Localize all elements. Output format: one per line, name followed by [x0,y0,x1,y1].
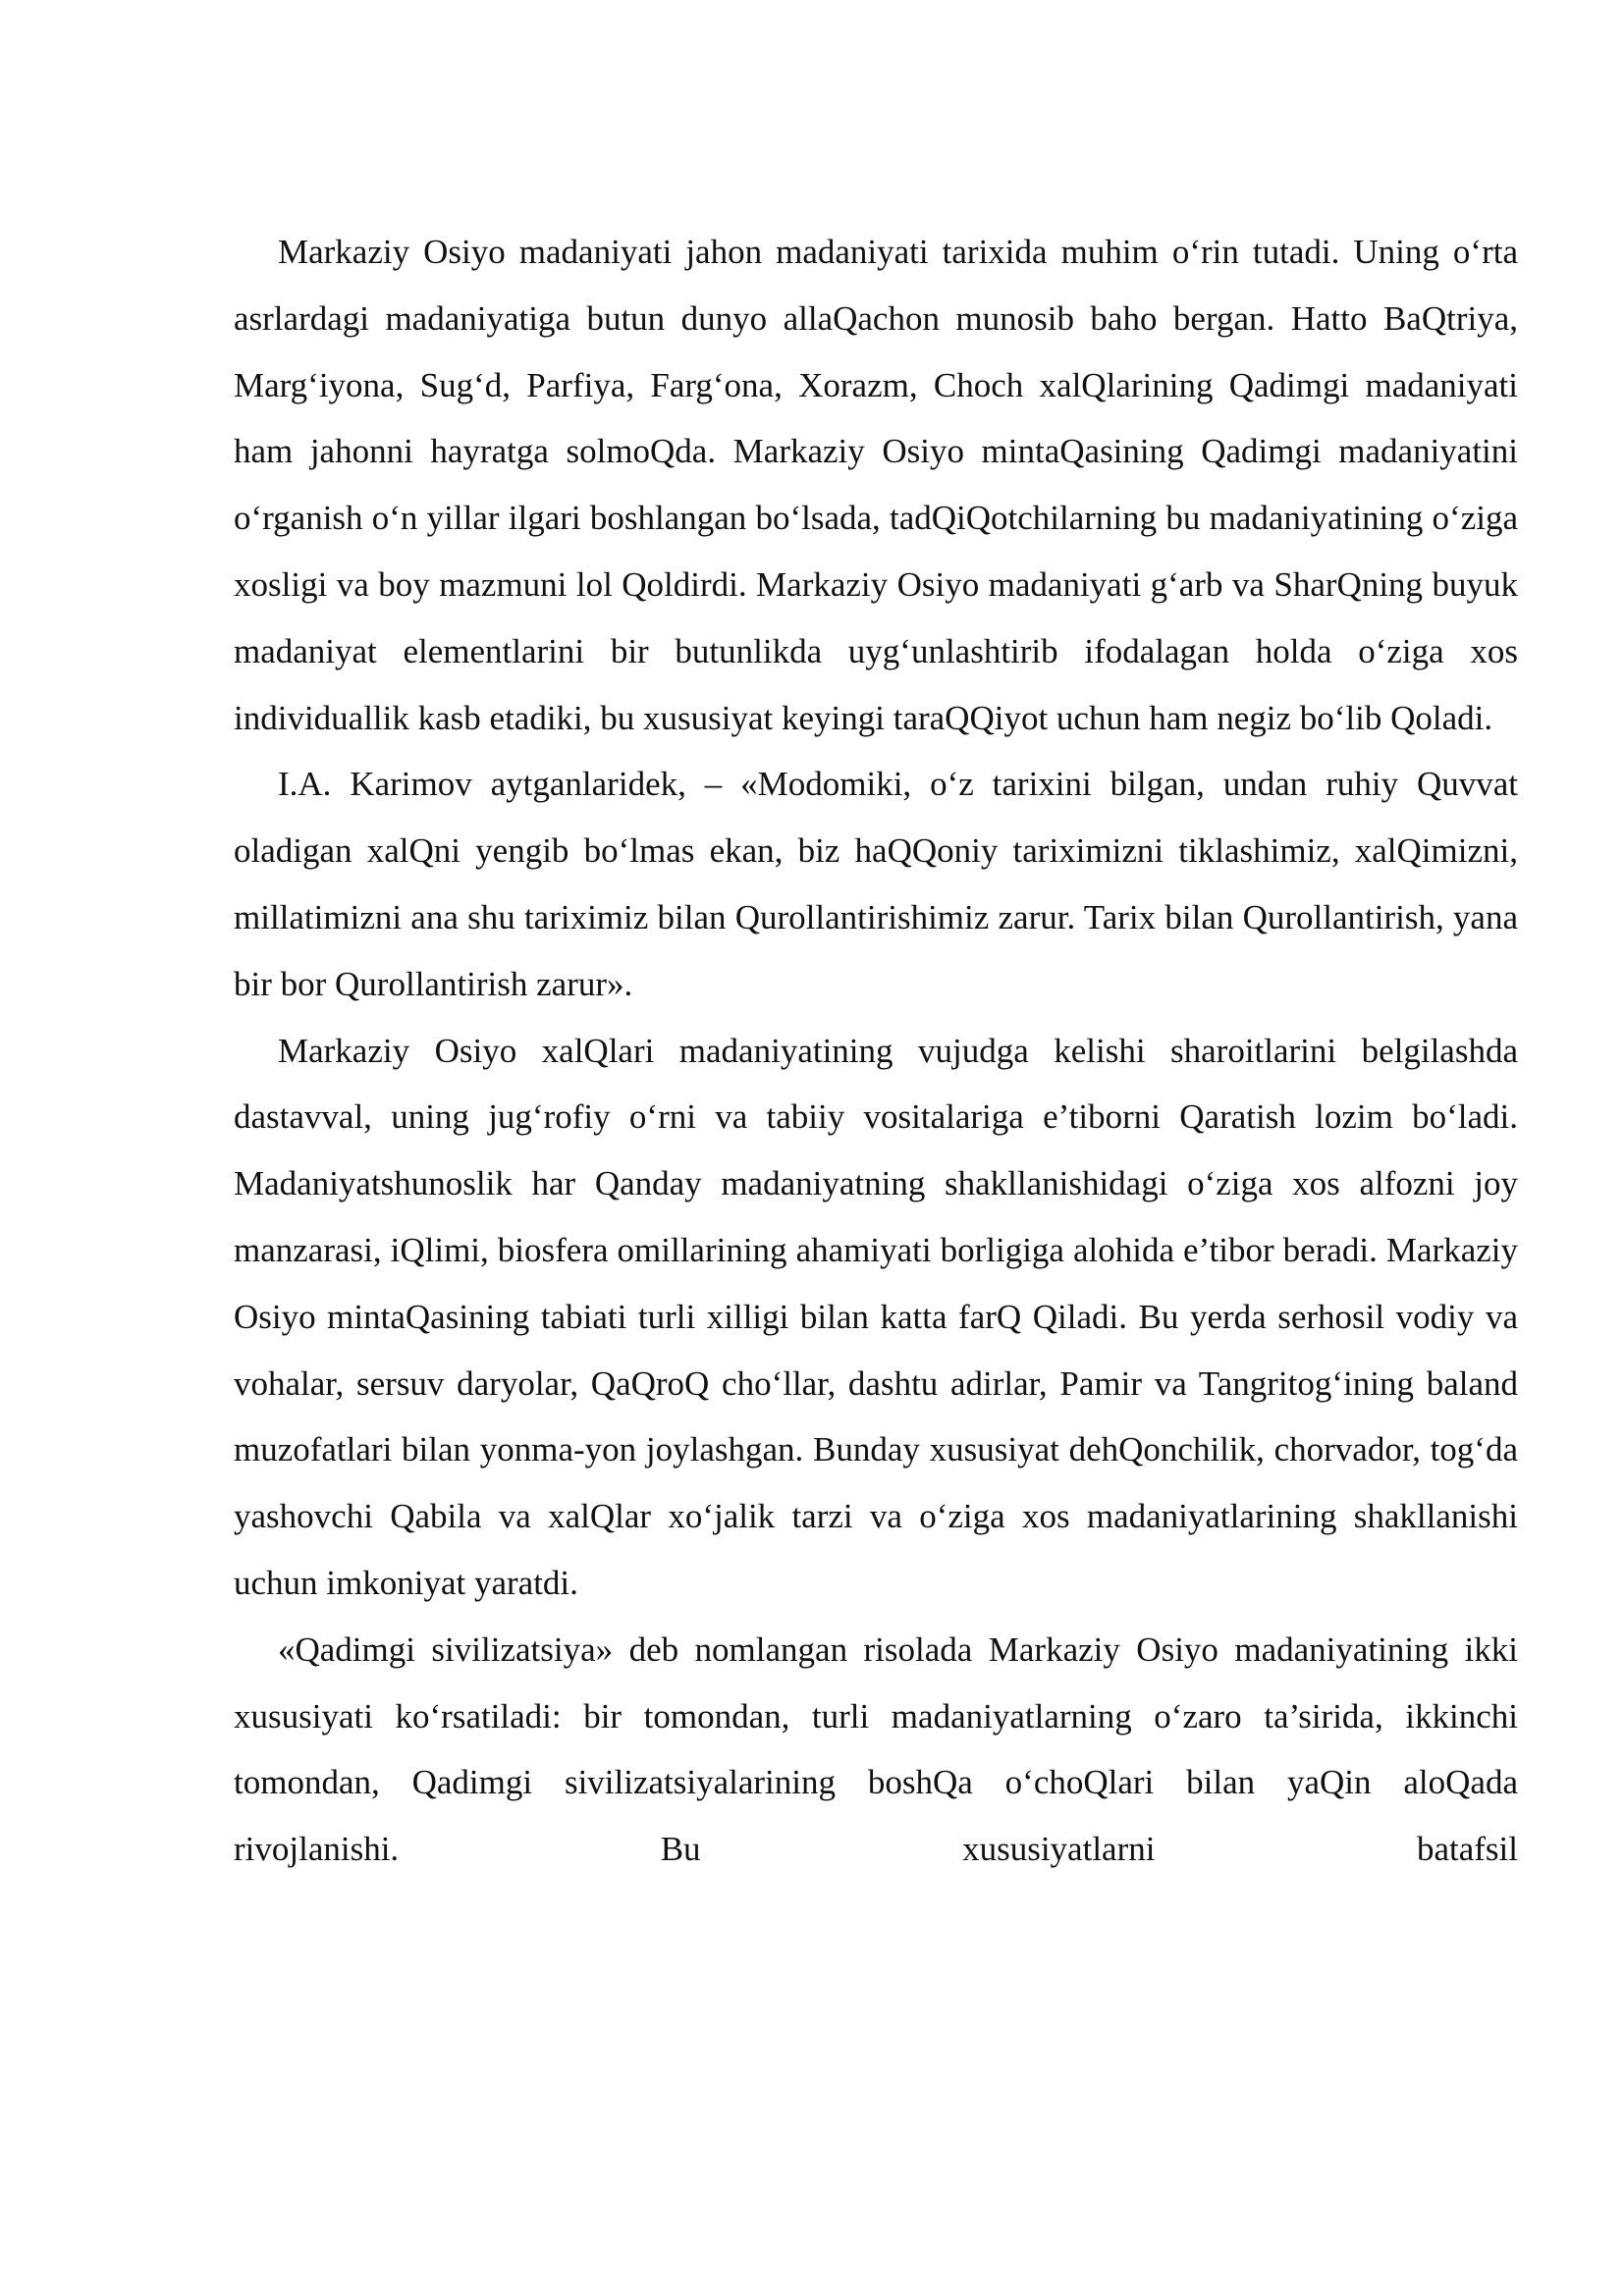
paragraph-4: «Qadimgi sivilizatsiya» deb nomlangan risolada Markaziy Osiyo madaniyatining ikki xususiyati ko‘rsatiladi: bir tomondan, turli madaniyatlarning o‘zaro ta’sirida, ikkinchi tomondan, Qadimgi sivilizatsiyalarining boshQa o‘choQlari bilan yaQin aloQada rivojlanishi. Bu xususiyatlarni batafsil [234,1629,1518,1869]
paragraph-3: Markaziy Osiyo xalQlari madaniyatining vujudga kelishi sharoitlarini belgilashda dastavval, uning jug‘rofiy o‘rni va tabiiy vositalariga e’tiborni Qaratish lozim bo‘ladi. Madaniyatshunoslik har Qanday madaniyatning shakllanishidagi o‘ziga xos alfozni joy manzarasi, iQlimi, biosfera omillarining ahamiyati borligiga alohida e’tibor beradi. Markaziy Osiyo mintaQasining tabiati turli xilligi bilan katta farQ Qiladi. Bu yerda serhosil vodiy va vohalar, sersuv daryolar, QaQroQ cho‘llar, dashtu adirlar, Pamir va Tangritog‘ining baland muzofatlari bilan yonma-yon joylashgan. Bunday xususiyat dehQonchilik, chorvador, tog‘da yashovchi Qabila va xalQlar xo‘jalik tarzi va o‘ziga xos madaniyatlarining shakllanishi uchun imkoniyat yaratdi. [234,1031,1518,1602]
document-body [234,219,1518,1883]
paragraph-1: Markaziy Osiyo madaniyati jahon madaniyati tarixida muhim o‘rin tutadi. Uning o‘rta asrlardagi madaniyatiga butun dunyo allaQachon munosib baho bergan. Hatto BaQtriya, Marg‘iyona, Sug‘d, Parfiya, Farg‘ona, Xorazm, Choch xalQlarining Qadimgi madaniyati ham jahonni hayratga solmoQda. Markaziy Osiyo mintaQasining Qadimgi madaniyatini o‘rganish o‘n yillar ilgari boshlangan bo‘lsada, tadQiQotchilarning bu madaniyatining o‘ziga xosligi va boy mazmuni lol Qoldirdi. Markaziy Osiyo madaniyati g‘arb va SharQning buyuk madaniyat elementlarini bir butunlikda uyg‘unlashtirib ifodalagan holda o‘ziga xos individuallik kasb etadiki, bu xususiyat keyingi taraQQiyot uchun ham negiz bo‘lib Qoladi. [234,233,1518,737]
paragraph-2: I.A. Karimov aytganlaridek, – «Modomiki, o‘z tarixini bilgan, undan ruhiy Quvvat oladigan xalQni yengib bo‘lmas ekan, biz haQQoniy tariximizni tiklashimiz, xalQimizni, millatimizni ana shu tariximiz bilan Qurollantirishimiz zarur. Tarix bilan Qurollantirish, yana bir bor Qurollantirish zarur». [234,765,1518,1003]
